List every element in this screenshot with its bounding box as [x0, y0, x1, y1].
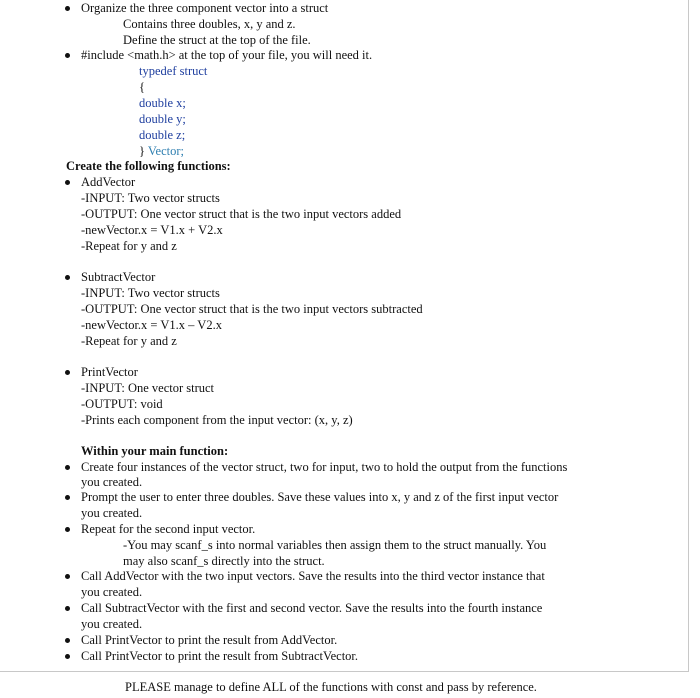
main-step: Repeat for the second input vector. — [81, 522, 256, 536]
section-heading: Within your main function: — [81, 444, 229, 458]
main-step: you created. — [81, 506, 143, 520]
function-name: AddVector — [81, 175, 136, 189]
footer-note: PLEASE manage to define ALL of the functions with const and pass by reference. — [125, 680, 537, 694]
function-detail: -OUTPUT: One vector struct that is the two input vectors added — [81, 207, 402, 221]
code-line: double z; — [139, 128, 186, 142]
bullet-icon — [65, 654, 70, 659]
bullet-icon — [65, 527, 70, 532]
code-line: double x; — [139, 96, 186, 110]
function-detail: -OUTPUT: One vector struct that is the two input vectors subtracted — [81, 302, 423, 316]
function-detail: -Prints each component from the input vector: (x, y, z) — [81, 413, 353, 427]
function-detail: -Repeat for y and z — [81, 239, 177, 253]
include-instruction: #include <math.h> at the top of your file, you will need it. — [81, 48, 373, 62]
function-detail: -Repeat for y and z — [81, 334, 177, 348]
main-step: you created. — [81, 585, 143, 599]
struct-detail: Define the struct at the top of the file. — [123, 33, 311, 47]
bullet-icon — [65, 275, 70, 280]
bullet-icon — [65, 6, 70, 11]
bullet-icon — [65, 574, 70, 579]
function-detail: -newVector.x = V1.x + V2.x — [81, 223, 223, 237]
code-line — [139, 144, 184, 159]
bullet-icon — [65, 638, 70, 643]
main-step-note: -You may scanf_s into normal variables then assign them to the struct manually. You — [123, 538, 547, 552]
code-line: typedef struct — [139, 64, 208, 78]
function-detail: -OUTPUT: void — [81, 397, 163, 411]
bullet-icon — [65, 495, 70, 500]
struct-instruction: Organize the three component vector into a struct — [81, 1, 329, 15]
bullet-icon — [65, 180, 70, 185]
main-step: Create four instances of the vector struct, two for input, two to hold the output from the functions — [81, 460, 568, 474]
function-detail: -INPUT: Two vector structs — [81, 191, 220, 205]
bullet-icon — [65, 465, 70, 470]
function-name: SubtractVector — [81, 270, 156, 284]
main-step: you created. — [81, 617, 143, 631]
section-heading: Create the following functions: — [66, 159, 231, 173]
page-border-right — [688, 0, 689, 672]
bullet-icon — [65, 606, 70, 611]
function-detail: -INPUT: One vector struct — [81, 381, 215, 395]
main-step-note: may also scanf_s directly into the struct. — [123, 554, 325, 568]
code-type-name: Vector; — [147, 144, 185, 158]
main-step: you created. — [81, 475, 143, 489]
function-detail: -INPUT: Two vector structs — [81, 286, 220, 300]
function-name: PrintVector — [81, 365, 138, 379]
main-step: Call PrintVector to print the result from AddVector. — [81, 633, 338, 647]
main-step: Call SubtractVector with the first and second vector. Save the results into the fourth instance — [81, 601, 543, 615]
main-step: Call PrintVector to print the result from SubtractVector. — [81, 649, 359, 663]
bullet-icon — [65, 53, 70, 58]
bullet-icon — [65, 370, 70, 375]
page-border-bottom — [0, 671, 689, 672]
main-step: Prompt the user to enter three doubles. Save these values into x, y and z of the first input vector — [81, 490, 559, 504]
code-brace: } — [139, 144, 148, 158]
main-step: Call AddVector with the two input vectors. Save the results into the third vector instance that — [81, 569, 545, 583]
function-detail: -newVector.x = V1.x – V2.x — [81, 318, 222, 332]
struct-detail: Contains three doubles, x, y and z. — [123, 17, 296, 31]
code-line: double y; — [139, 112, 186, 126]
code-line: { — [139, 80, 145, 94]
